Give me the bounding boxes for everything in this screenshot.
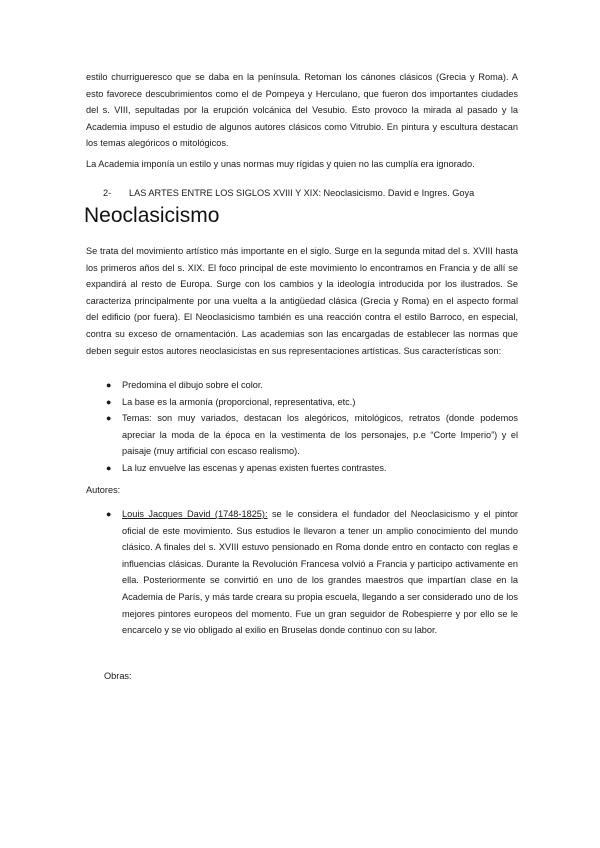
autores-label: Autores: <box>86 485 121 495</box>
author-text: se le considera el fundador del Neoclasicismo y el pintor oficial de este movimiento. Sus estudios le llevaron a tener un amplio conocimiento del mundo clásico. A finales del s. XVIII estuvo pensionado en Roma donde entro en contacto con reglas e influencias clásicas. Durante la Revolución Francesa volvió a Francia y participo activamente en ella. Posteriormente se convirtió en uno de los grandes maestros que impartían clase en la Academia de París, y más tarde creara su propia escuela, llegando a ser considerado uno de los mejores pintores europeos del momento. Fue un gran seguidor de Robespierre y por ello se le encarcelo y se vio obligado al exilio en Bruselas donde continuo con su labor. <box>122 509 518 636</box>
list-item <box>106 460 518 477</box>
author-description <box>106 506 518 639</box>
academia-paragraph: La Academia imponía un estilo y unas normas muy rígidas y quien no las cumplía era ignorado. <box>86 159 475 169</box>
author-name: Louis Jacques David (1748-1825): <box>122 509 268 519</box>
neoclasicismo-paragraph: Se trata del movimiento artístico más importante en el siglo. Surge en la segunda mitad del s. XVIII hasta los primeros años del s. XIX. El foco principal de este movimiento lo encontramos en Francia y de allí se expandirá al resto de Europa. Surge con los cambios y la ideología introducida por los ilustrados. Se caracteriza principalmente por una vuelta a la antigüedad clásica (Grecia y Roma) en el aspecto formal del edificio (por fuera). El Neoclasicismo también es una reacción contra el estilo Barroco, en especial, contra su exceso de ornamentación. Las academias son las encargadas de establecer las normas que deben seguir estos autores neoclasicistas en sus representaciones artísticas. Sus características son: <box>86 246 518 356</box>
list-item-text: La luz envuelve las escenas y apenas existen fuertes contrastes. <box>122 462 387 473</box>
intro-paragraph: estilo churrigueresco que se daba en la península. Retoman los cánones clásicos (Grecia y Roma). A esto favorece descubrimientos como el de Pompeya y Herculano, que fueron dos importantes ciudades del s. VIII, sepultadas por la erupción volcánica del Vesubio. Esto provoco la mirada al pasado y la Academia impuso el estudio de algunos autores clásicos como Vitrubio. En pintura y escultura destacan los temas alegóricos o mitológicos. <box>86 72 518 149</box>
section-number: 2- <box>103 188 112 198</box>
bullet-icon: ● <box>106 462 112 473</box>
list-item <box>106 377 518 394</box>
list-item <box>106 410 518 460</box>
characteristics-list <box>106 377 518 477</box>
list-item-text: La base es la armonía (proporcional, representativa, etc.) <box>122 396 356 407</box>
list-item <box>106 394 518 411</box>
list-item-text: Predomina el dibujo sobre el color. <box>122 380 263 390</box>
page-title: Neoclasicismo <box>84 204 220 227</box>
bullet-icon: ● <box>106 396 112 407</box>
bullet-icon: ● <box>106 509 112 519</box>
author-entry <box>106 506 518 639</box>
section-title: LAS ARTES ENTRE LOS SIGLOS XVIII Y XIX: Neoclasicismo. David e Ingres. Goya <box>129 188 475 198</box>
obras-label: Obras: <box>104 671 132 681</box>
bullet-icon: ● <box>106 413 112 424</box>
list-item-text: Temas: son muy variados, destacan los alegóricos, mitológicos, retratos (donde podemos apreciar la moda de la época en la vestimenta de los personajes, p.e “Corte Imperio”) y el paisaje (muy artificial con escaso realismo). <box>122 413 518 457</box>
bullet-icon: ● <box>106 380 112 390</box>
section-heading <box>103 186 523 200</box>
